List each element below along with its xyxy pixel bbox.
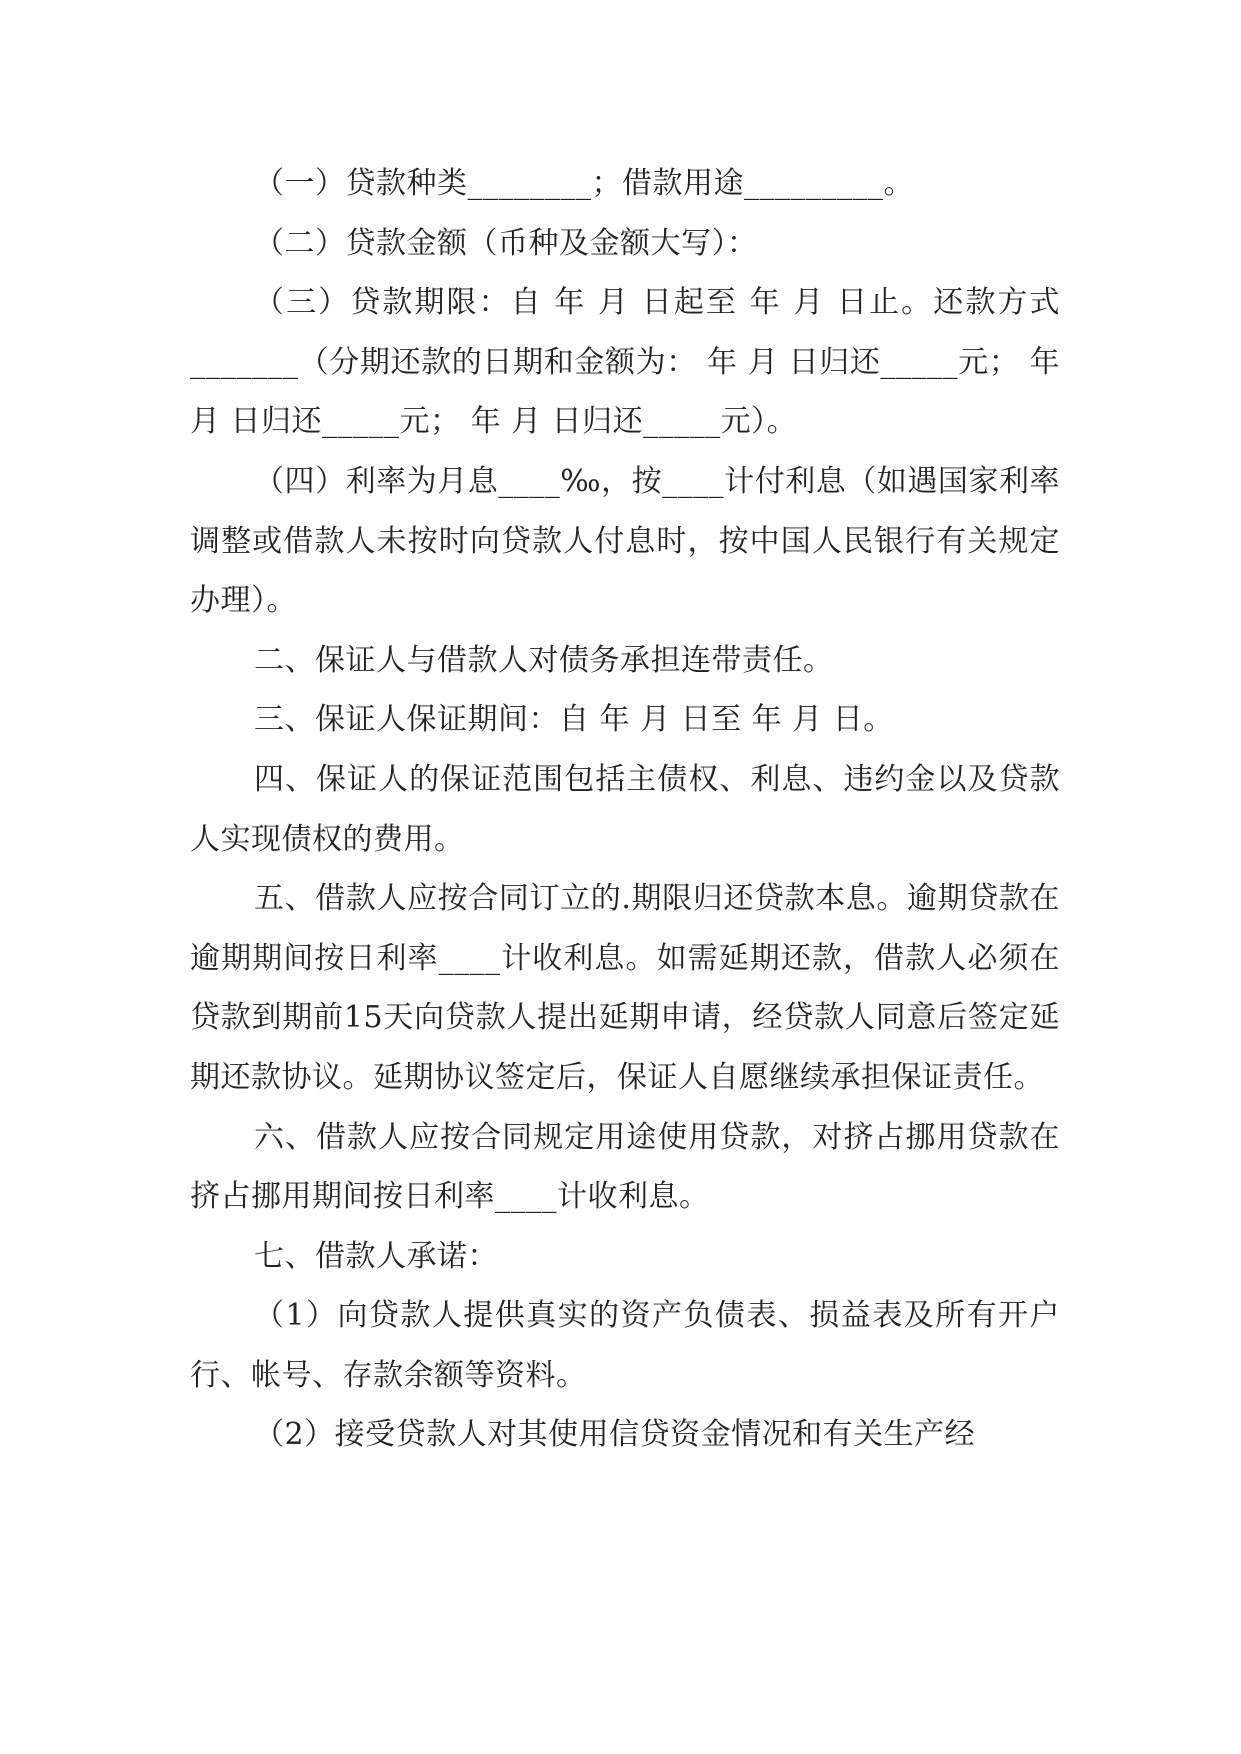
paragraph-loan-term: （三）贷款期限：自 年 月 日起至 年 月 日止。还款方式_______（分期还款的日期和金额为： 年 月 日归还_____元； 年 月 日归还_____元； 年 月 日归还_____元）。 xyxy=(190,285,1060,440)
paragraph-loan-amount: （二）贷款金额（币种及金额大写）： xyxy=(254,225,758,261)
paragraph-repayment: 五、借款人应按合同订立的.期限归还贷款本息。逾期贷款在逾期期间按日利率____计收利息。如需延期还款，借款人必须在贷款到期前15天向贷款人提出延期申请，经贷款人同意后签定延期还款协议。延期协议签定后，保证人自愿继续承担保证责任。 xyxy=(190,881,1060,1095)
paragraph-borrower-commitment: 七、借款人承诺： xyxy=(254,1238,498,1274)
document-body xyxy=(190,154,1060,1465)
paragraph-commitment-1: （1）向贷款人提供真实的资产负债表、损益表及所有开户行、帐号、存款余额等资料。 xyxy=(190,1298,1060,1393)
paragraph-commitment-2: （2）接受贷款人对其使用信贷资金情况和有关生产经 xyxy=(254,1417,976,1453)
paragraph-interest-rate: （四）利率为月息____‰，按____计付利息（如遇国家利率调整或借款人未按时向贷款人付息时，按中国人民银行有关规定办理）。 xyxy=(190,463,1060,619)
paragraph-guarantee-period: 三、保证人保证期间：自 年 月 日至 年 月 日。 xyxy=(254,702,894,738)
paragraph-loan-type: （一）贷款种类________；借款用途_________。 xyxy=(254,166,914,201)
paragraph-joint-liability: 二、保证人与借款人对债务承担连带责任。 xyxy=(254,642,834,678)
paragraph-guarantee-scope: 四、保证人的保证范围包括主债权、利息、违约金以及贷款人实现债权的费用。 xyxy=(190,761,1060,857)
paragraph-loan-usage: 六、借款人应按合同规定用途使用贷款，对挤占挪用贷款在挤占挪用期间按日利率____计收利息。 xyxy=(190,1119,1060,1215)
